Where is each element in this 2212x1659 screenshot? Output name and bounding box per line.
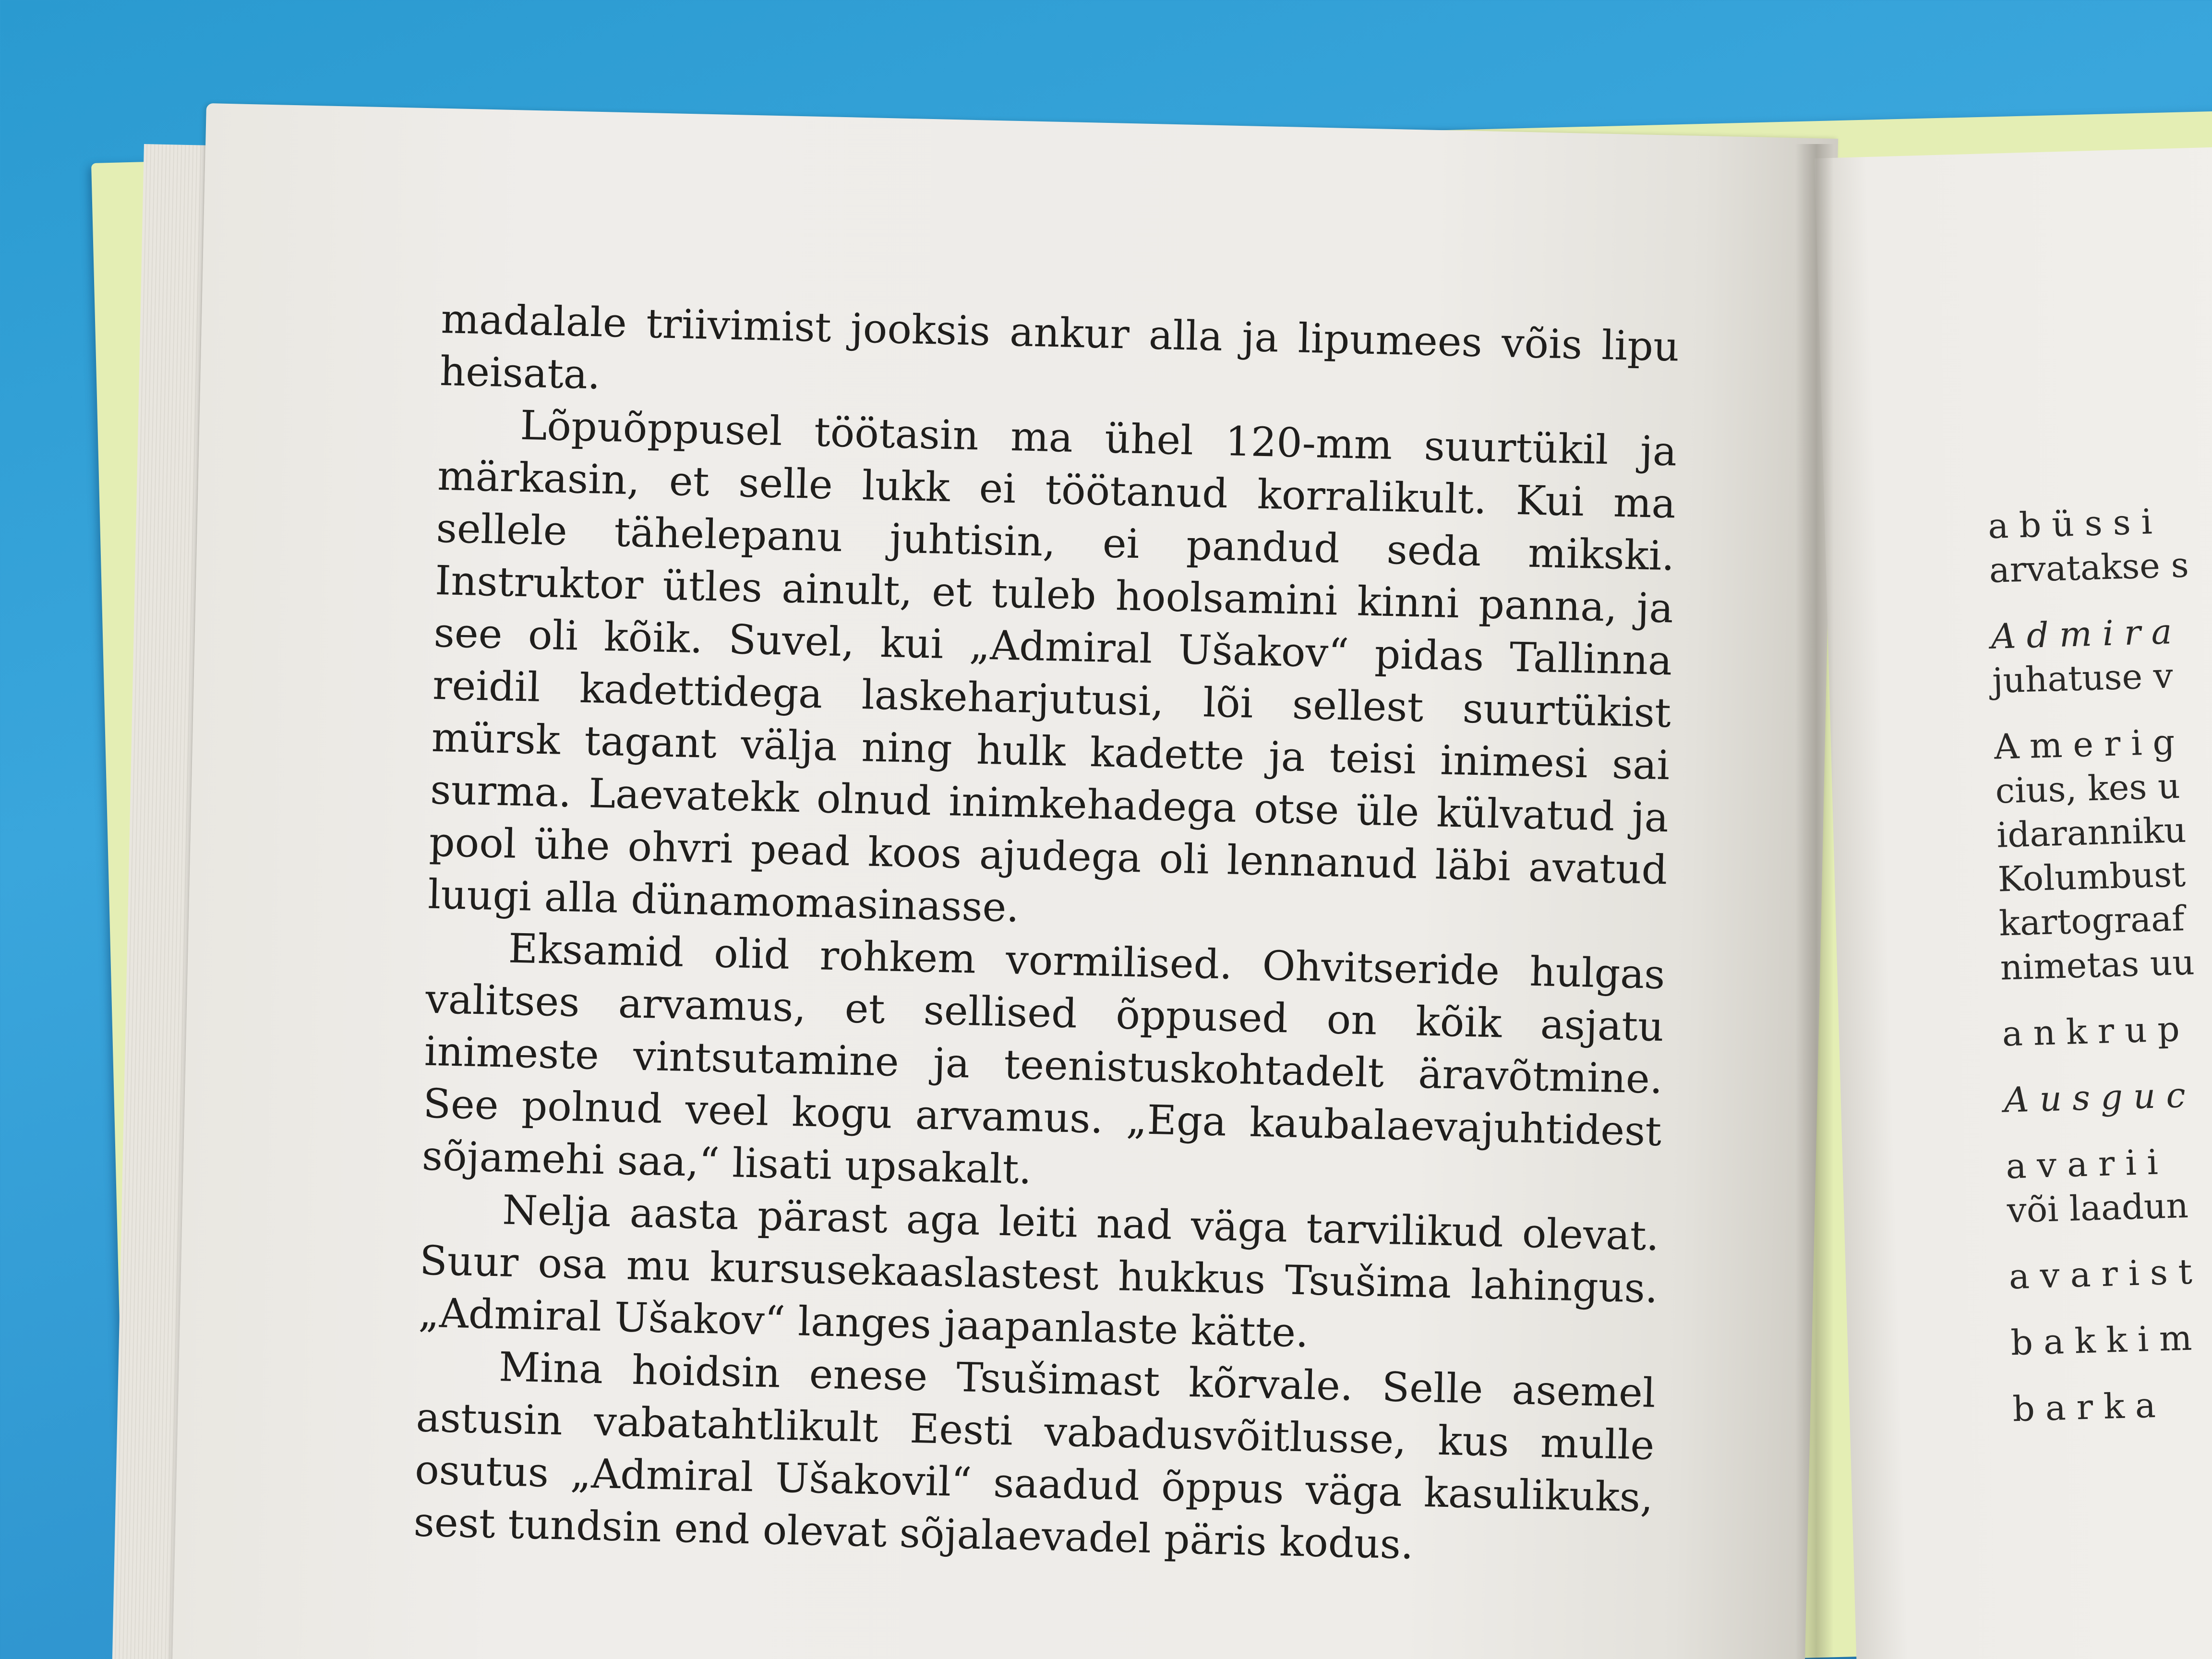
glossary-line: avarii [2005,1142,2169,1187]
left-page-text [413,293,1680,1576]
glossary-line: Ausguc [2003,1074,2197,1120]
glossary-line: kartograaf [1998,898,2185,944]
glossary-line: idaranniku [1996,809,2187,855]
glossary-line: arvatakse s [1988,544,2189,590]
paragraph: Lõpuõppusel töötasin ma ühel 120-mm suurtükil ja märkasin, et selle lukk ei töötanud korralikult. Kui ma sellele tähelepanu juhtisin, ei pandud seda mikski. Instruktor ütles ainult, et tuleb hoolsamini kinni panna, ja see oli kõik. Suvel, kui „Admiral Ušakov“ pidas Tallinna reidil kadettidega laskeharjutusi, lõi sellest suurtükist mürsk tagant välja ning hulk kadette ja teisi inimesi sai surma. Laevatekk olnud inimkehadega otse üle külvatud ja pool ühe ohvri pead koos ajudega oli lennanud läbi avatud luugi alla dünamomasinasse. [427,401,1678,931]
paragraph: Mina hoidsin enese Tsušimast kõrvale. Selle asemel astusin vabatahtlikult Eesti vabadusvõitlusse, kus mulle osutus „Admiral Ušakovil“ saadud õppus väga kasulikuks, sest tundsin end olevat sõjalaevadel päris kodus. [413,1343,1656,1568]
glossary-line: või laadun [2006,1185,2189,1231]
paragraph: Nelja aasta pärast aga leiti nad väga tarvilikud olevat. Suur osa mu kursusekaaslastest hukkus Tsušima lahingus. „Admiral Ušakov“ langes jaapanlaste kätte. [418,1186,1660,1357]
glossary-line: Amerig [1993,721,2186,767]
book-gutter [1795,144,1834,1659]
glossary-line: ankrup [2001,1008,2191,1054]
glossary-line: bakkim [2010,1317,2203,1363]
glossary-line: Kolumbust [1997,854,2187,900]
glossary-line: nimetas uu [1999,942,2195,988]
glossary-line: barka [2012,1384,2167,1430]
glossary-line: abüssi [1987,501,2164,546]
right-page-glossary [1987,496,2212,1431]
glossary-line: juhatuse v [1992,655,2174,701]
glossary-line: Admira [1990,611,2183,657]
paragraph: Eksamid olid rohkem vormilised. Ohvitseride hulgas valitses arvamus, et sellised õppused on kõik asjatu inimeste vintsutamine ja teenistuskohtadelt äravõtmine. See polnud veel kogu arvamus. „Ega kaubalaevajuhtidest sõjamehi saa,“ lisati upsakalt. [421,925,1666,1193]
glossary-line: cius, kes u [1995,766,2181,811]
paragraph: madalale triivimist jooksis ankur alla ja lipumees võis lipu heisata. [439,295,1680,398]
glossary-line: avarist [2008,1251,2203,1297]
